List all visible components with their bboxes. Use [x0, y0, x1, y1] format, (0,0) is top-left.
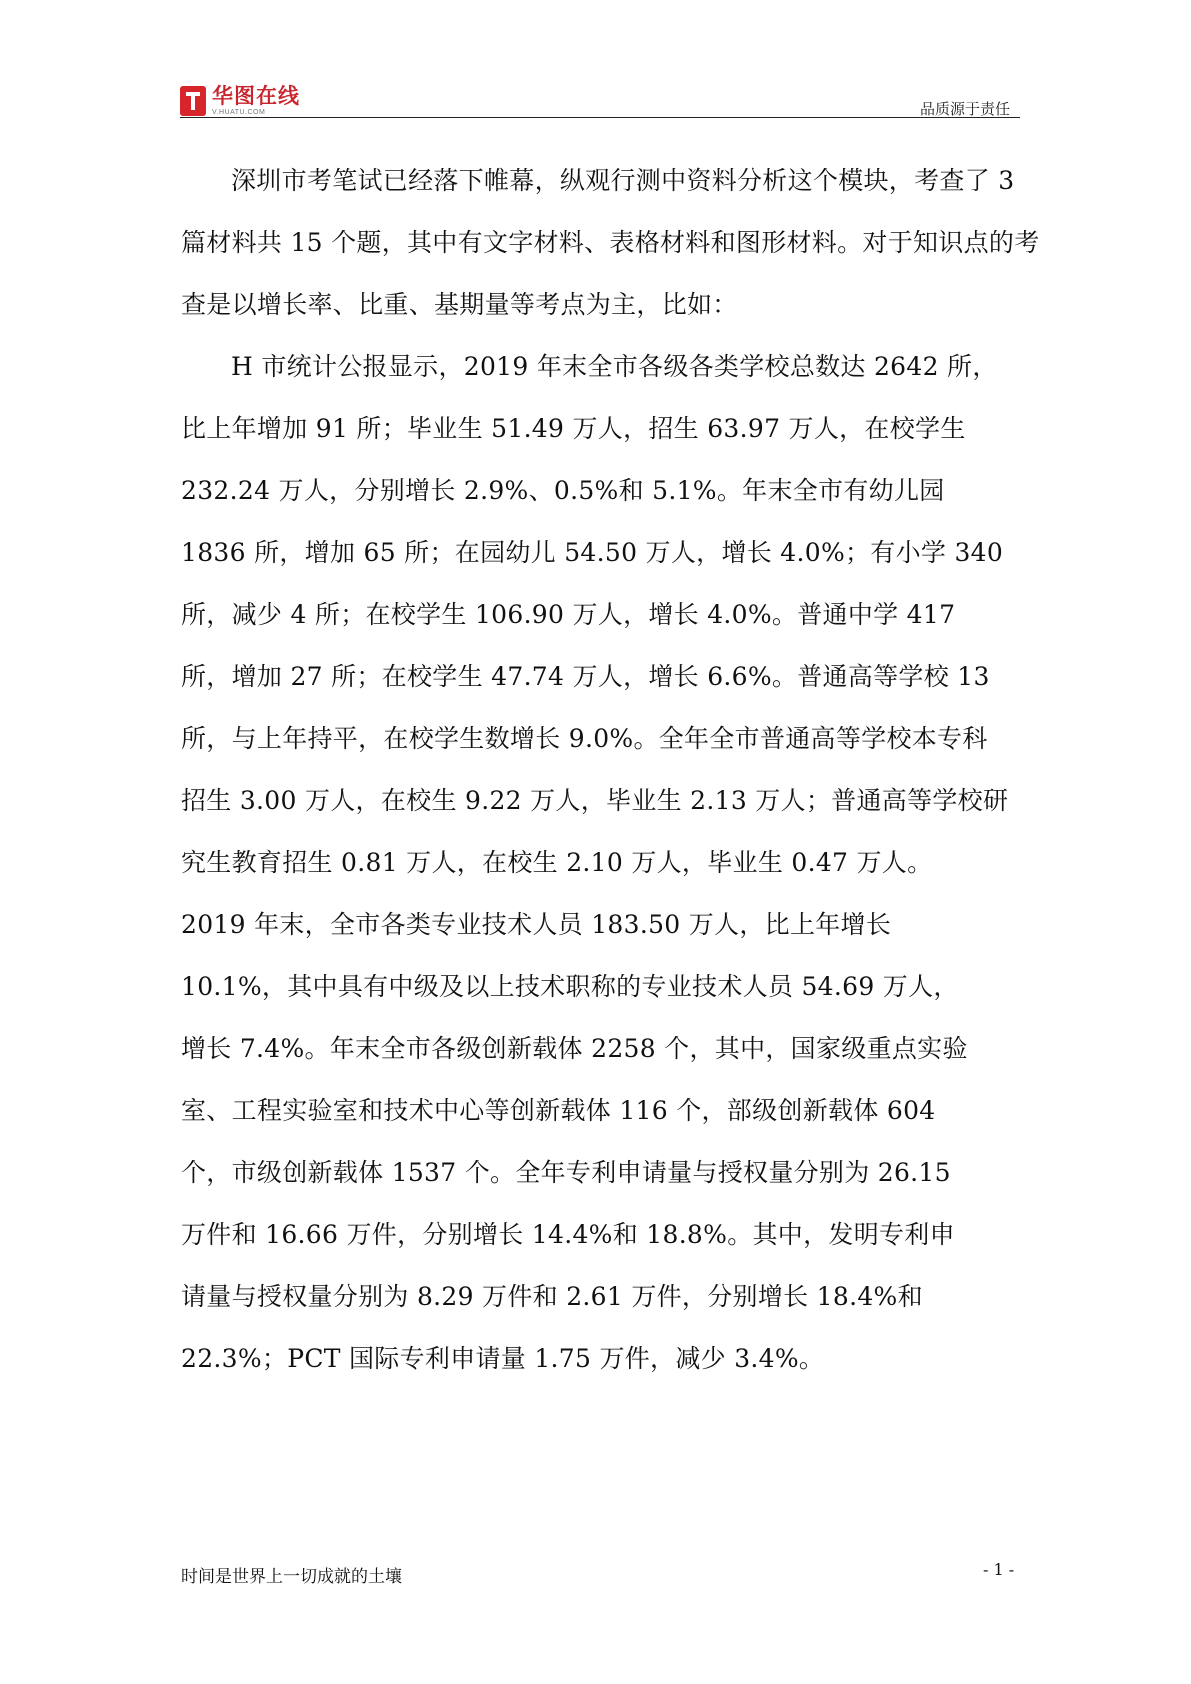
logo-title: 华图在线 — [212, 84, 300, 108]
footer-motto: 时间是世界上一切成就的土壤 — [181, 1567, 402, 1587]
logo-text-group — [212, 86, 300, 116]
document-body — [181, 150, 1041, 1390]
page-number: - 1 - — [983, 1560, 1015, 1579]
header-slogan: 品质源于责任 — [919, 100, 1010, 118]
page-header — [180, 84, 1020, 120]
header-divider — [180, 117, 1020, 118]
logo-url: V.HUATU.COM — [212, 109, 266, 116]
technology-statistics-paragraph: 2019 年末，全市各类专业技术人员 183.50 万人，比上年增长 10.1%，其中具有中级及以上技术职称的专业技术人员 54.69 万人，增长 7.4%。年末全市各级创新载体 2258 个，其中，国家级重点实验室、工程实验室和技术中心等创新载体 116 个，部级创新载体 604 个，市级创新载体 1537 个。全年专利申请量与授权量分别为 26.15 万件和 16.66 万件，分别增长 14.4%和 18.8%。其中，发明专利申请量与授权量分别为 8.29 万件和 2.61 万件，分别增长 18.4%和 22.3%；PCT 国际专利申请量 1.75 万件，减少 3.4%。 — [181, 910, 968, 1373]
intro-paragraph: 深圳市考笔试已经落下帷幕，纵观行测中资料分析这个模块，考查了 3 篇材料共 15 个题，其中有文字材料、表格材料和图形材料。对于知识点的考查是以增长率、比重、基期量等考点为主，比如： — [181, 166, 1040, 319]
education-statistics-paragraph: H 市统计公报显示，2019 年末全市各级各类学校总数达 2642 所，比上年增加 91 所；毕业生 51.49 万人，招生 63.97 万人，在校学生 232.24 万人，分别增长 2.9%、0.5%和 5.1%。年末全市有幼儿园 1836 所，增加 65 所；在园幼儿 54.50 万人，增长 4.0%；有小学 340 所，减少 4 所；在校学生 106.90 万人，增长 4.0%。普通中学 417 所，增加 27 所；在校学生 47.74 万人，增长 6.6%。普通高等学校 13 所，与上年持平，在校学生数增长 9.0%。全年全市普通高等学校本专科招生 3.00 万人，在校生 9.22 万人，毕业生 2.13 万人；普通高等学校研究生教育招生 0.81 万人，在校生 2.10 万人，毕业生 0.47 万人。 — [181, 352, 1009, 877]
huatu-logo-icon — [180, 86, 206, 116]
huatu-logo — [180, 84, 300, 118]
